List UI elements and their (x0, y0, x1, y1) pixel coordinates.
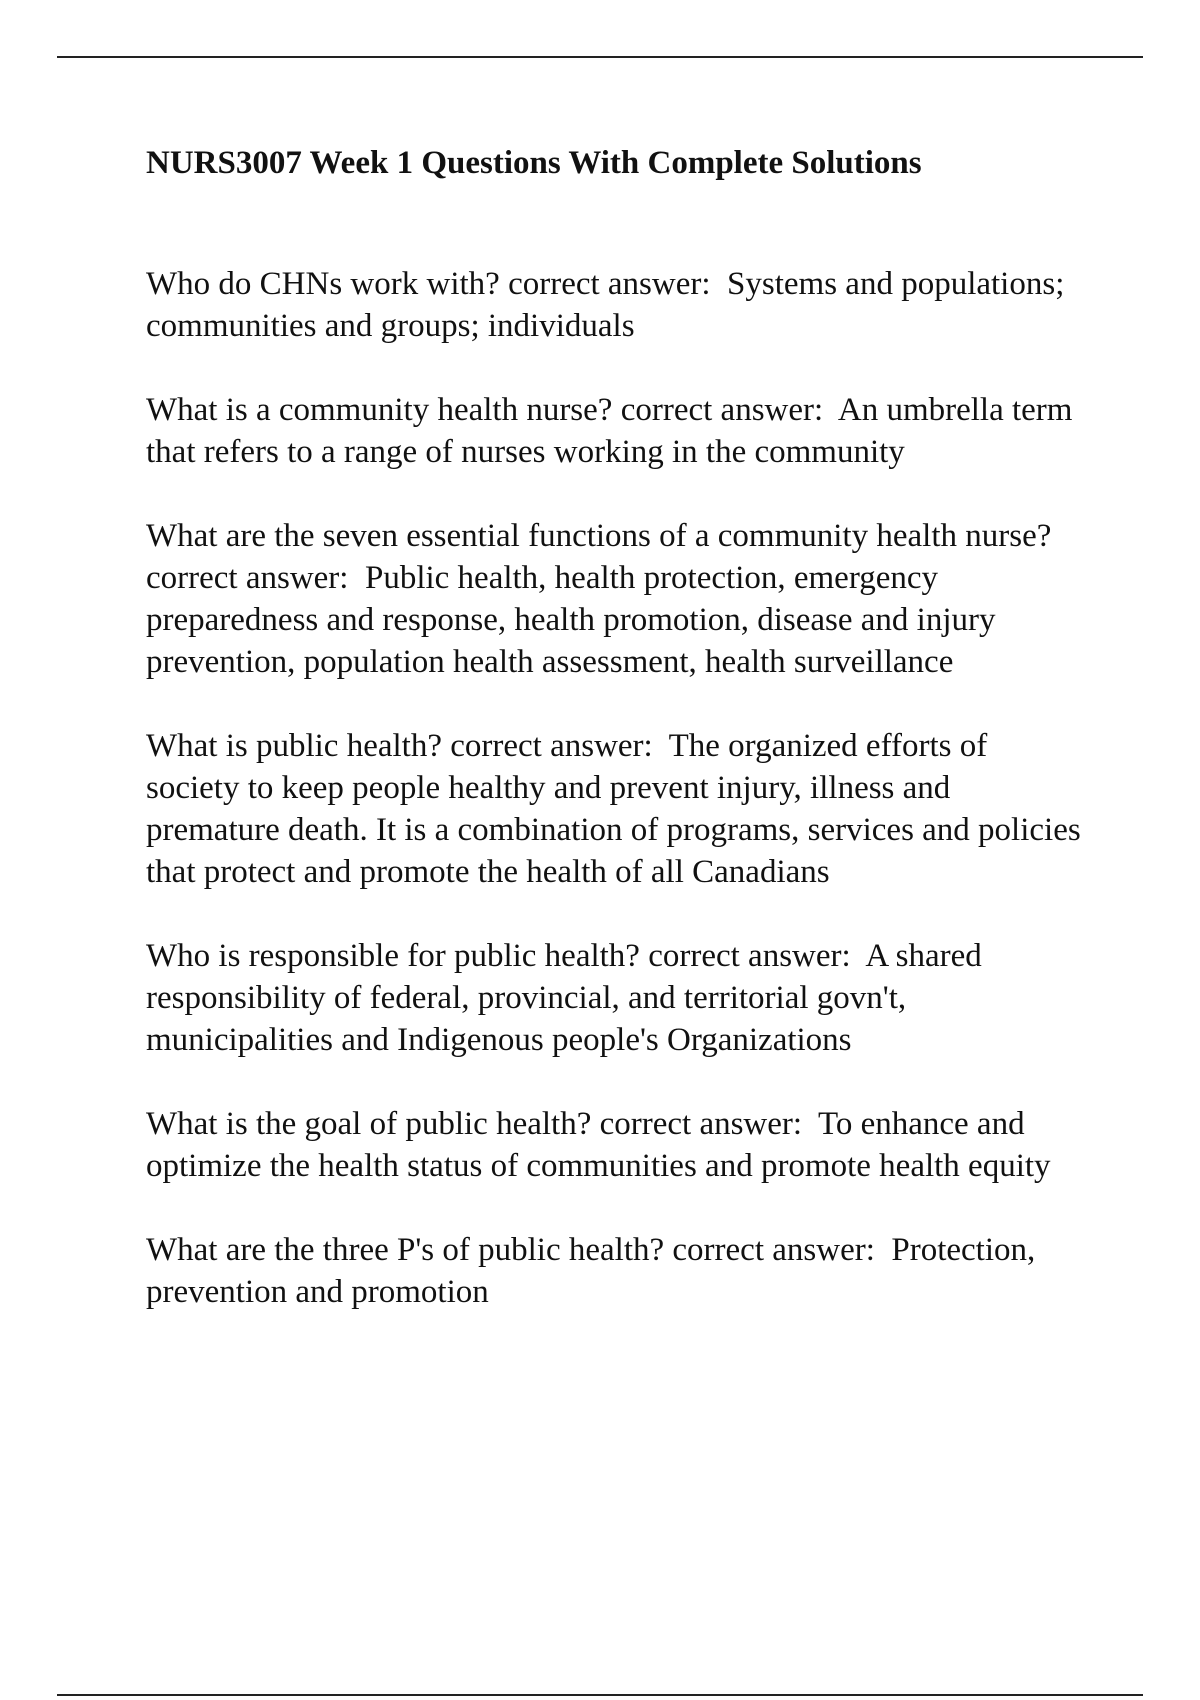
question-text: What are the three P's of public health? (146, 1232, 665, 1268)
question-text: What are the seven essential functions of a community health nurse? (146, 518, 1052, 554)
question-text: Who do CHNs work with? (146, 266, 500, 302)
answer-marker: correct answer: (672, 1232, 875, 1268)
answer-marker: correct answer: (508, 266, 711, 302)
qa-item-2 (146, 389, 1086, 473)
answer-text: Protection, prevention and promotion (146, 1232, 1036, 1310)
answer-text: Systems and populations; communities and groups; individuals (146, 266, 1065, 344)
top-rule (57, 56, 1143, 58)
question-text: What is the goal of public health? (146, 1106, 592, 1142)
answer-text: An umbrella term that refers to a range of nurses working in the community (146, 392, 1073, 470)
answer-marker: correct answer: (450, 728, 653, 764)
answer-marker: correct answer: (146, 560, 349, 596)
qa-item-3 (146, 515, 1086, 683)
answer-marker: correct answer: (599, 1106, 803, 1142)
answer-text: The organized efforts of society to keep people healthy and prevent injury, illness and premature death. It is a combination of programs, services and policies that protect and promote the health of all Canadians (146, 728, 1081, 890)
document-title: NURS3007 Week 1 Questions With Complete Solutions (146, 145, 922, 181)
document-body (146, 142, 1086, 1355)
question-text: What is a community health nurse? (146, 392, 613, 428)
qa-item-5 (146, 935, 1086, 1061)
qa-item-7 (146, 1229, 1086, 1313)
answer-text: To enhance and optimize the health status of communities and promote health equity (146, 1106, 1051, 1184)
answer-text: Public health, health protection, emergency preparedness and response, health promotion, disease and injury prevention, population health assessment, health surveillance (146, 560, 996, 680)
qa-item-4 (146, 725, 1086, 893)
answer-marker: correct answer: (648, 938, 851, 974)
qa-item-6 (146, 1103, 1086, 1187)
bottom-rule (57, 1694, 1143, 1696)
qa-item-1 (146, 263, 1086, 347)
question-text: What is public health? (146, 728, 442, 764)
answer-marker: correct answer: (620, 392, 824, 428)
answer-text: A shared responsibility of federal, provincial, and territorial govn't, municipalities and Indigenous people's Organizations (146, 938, 982, 1058)
question-text: Who is responsible for public health? (146, 938, 640, 974)
